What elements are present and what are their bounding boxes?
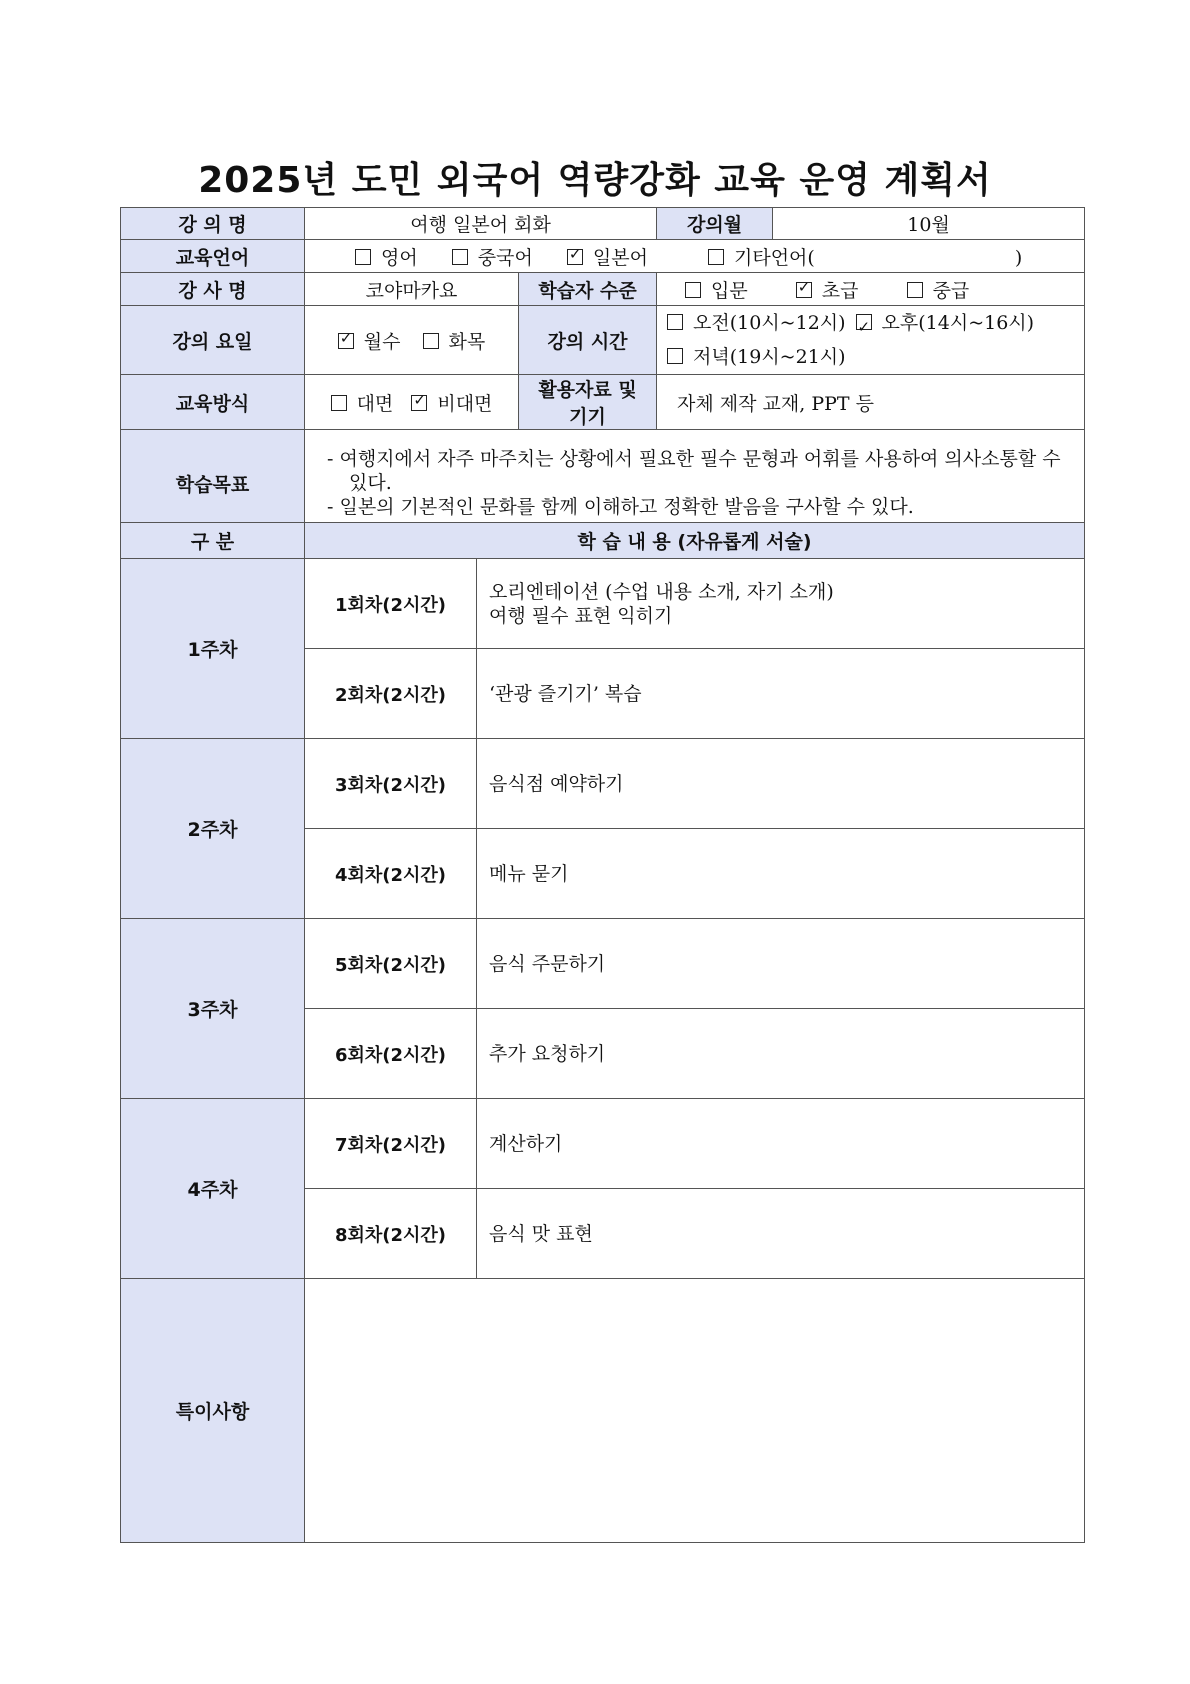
days-label: 강의 요일	[121, 306, 305, 375]
level-option[interactable]: 중급	[907, 276, 970, 303]
checkbox-icon[interactable]	[423, 333, 439, 349]
session-label: 8회차(2시간)	[305, 1189, 477, 1279]
checkbox-icon[interactable]	[355, 249, 371, 265]
session-content: ‘관광 즐기기’ 복습	[477, 649, 1085, 739]
language-option[interactable]: 중국어	[452, 243, 533, 270]
session-content: 음식 주문하기	[477, 919, 1085, 1009]
level-option[interactable]: 입문	[685, 276, 748, 303]
checkbox-checked-icon[interactable]	[338, 333, 354, 349]
session-content: 계산하기	[477, 1099, 1085, 1189]
week-label: 1주차	[121, 559, 305, 739]
level-label: 학습자 수준	[519, 273, 657, 306]
goal-item: - 여행지에서 자주 마주치는 상황에서 필요한 필수 문형과 어휘를 사용하여 의사소통할 수 있다.	[327, 448, 1061, 494]
month-value: 10월	[773, 208, 1085, 240]
language-label: 교육언어	[121, 240, 305, 273]
notes-label: 특이사항	[121, 1279, 305, 1543]
session-label: 6회차(2시간)	[305, 1009, 477, 1099]
checkbox-checked-icon[interactable]	[567, 249, 583, 265]
checkbox-icon[interactable]	[331, 395, 347, 411]
week-label: 3주차	[121, 919, 305, 1099]
session-content: 음식점 예약하기	[477, 739, 1085, 829]
method-option[interactable]: 대면	[331, 389, 394, 416]
course-name-label: 강 의 명	[121, 208, 305, 240]
goal-item: - 일본의 기본적인 문화를 함께 이해하고 정확한 발음을 구사할 수 있다.	[327, 496, 914, 518]
session-content: 음식 맛 표현	[477, 1189, 1085, 1279]
session-label: 1회차(2시간)	[305, 559, 477, 649]
schedule-table	[120, 522, 1085, 1543]
session-label: 3회차(2시간)	[305, 739, 477, 829]
checkbox-icon[interactable]	[667, 348, 683, 364]
language-option[interactable]: 영어	[355, 243, 418, 270]
notes-field[interactable]	[305, 1279, 1085, 1543]
checkbox-icon[interactable]	[907, 282, 923, 298]
document-title: 2025년 도민 외국어 역량강화 교육 운영 계획서	[198, 160, 992, 201]
time-option[interactable]: 저녁(19시~21시)	[667, 340, 846, 374]
checkbox-checked-icon[interactable]	[411, 395, 427, 411]
session-content: 메뉴 묻기	[477, 829, 1085, 919]
checkbox-checked-icon[interactable]	[856, 314, 872, 330]
session-content: 오리엔테이션 (수업 내용 소개, 자기 소개) 여행 필수 표현 익히기	[477, 559, 1085, 649]
language-options	[305, 240, 1085, 273]
session-label: 2회차(2시간)	[305, 649, 477, 739]
materials-value: 자체 제작 교재, PPT 등	[657, 375, 1085, 430]
schedule-header-division: 구 분	[121, 523, 305, 559]
time-option[interactable]: ✓ 오후(14시~16시)	[856, 306, 1035, 340]
checkbox-icon[interactable]	[685, 282, 701, 298]
time-options	[657, 306, 1085, 375]
instructor-value: 코야마카요	[305, 273, 519, 306]
method-label: 교육방식	[121, 375, 305, 430]
days-options	[305, 306, 519, 375]
day-option[interactable]: ✓ 월수	[338, 327, 401, 354]
goal-content	[305, 430, 1085, 537]
day-option[interactable]: 화목	[423, 327, 486, 354]
level-options	[657, 273, 1085, 306]
week-label: 4주차	[121, 1099, 305, 1279]
session-label: 4회차(2시간)	[305, 829, 477, 919]
schedule-header-content: 학 습 내 용 (자유롭게 서술)	[305, 523, 1085, 559]
month-label: 강의월	[657, 208, 773, 240]
checkbox-checked-icon[interactable]	[796, 282, 812, 298]
session-label: 5회차(2시간)	[305, 919, 477, 1009]
week-label: 2주차	[121, 739, 305, 919]
language-option[interactable]: 기타언어( )	[708, 243, 1022, 270]
checkbox-icon[interactable]	[452, 249, 468, 265]
goal-label: 학습목표	[121, 430, 305, 537]
time-label: 강의 시간	[519, 306, 657, 375]
method-options	[305, 375, 519, 430]
method-option[interactable]: ✓ 비대면	[411, 389, 492, 416]
instructor-label: 강 사 명	[121, 273, 305, 306]
checkbox-icon[interactable]	[667, 314, 683, 330]
time-option[interactable]: 오전(10시~12시)	[667, 306, 846, 340]
course-name-value: 여행 일본어 회화	[305, 208, 657, 240]
course-info-table	[120, 207, 1085, 537]
materials-label: 활용자료 및 기기	[519, 375, 657, 430]
session-label: 7회차(2시간)	[305, 1099, 477, 1189]
session-content: 추가 요청하기	[477, 1009, 1085, 1099]
level-option[interactable]: ✓ 초급	[796, 276, 859, 303]
language-option[interactable]: ✓ 일본어	[567, 243, 648, 270]
checkbox-icon[interactable]	[708, 249, 724, 265]
